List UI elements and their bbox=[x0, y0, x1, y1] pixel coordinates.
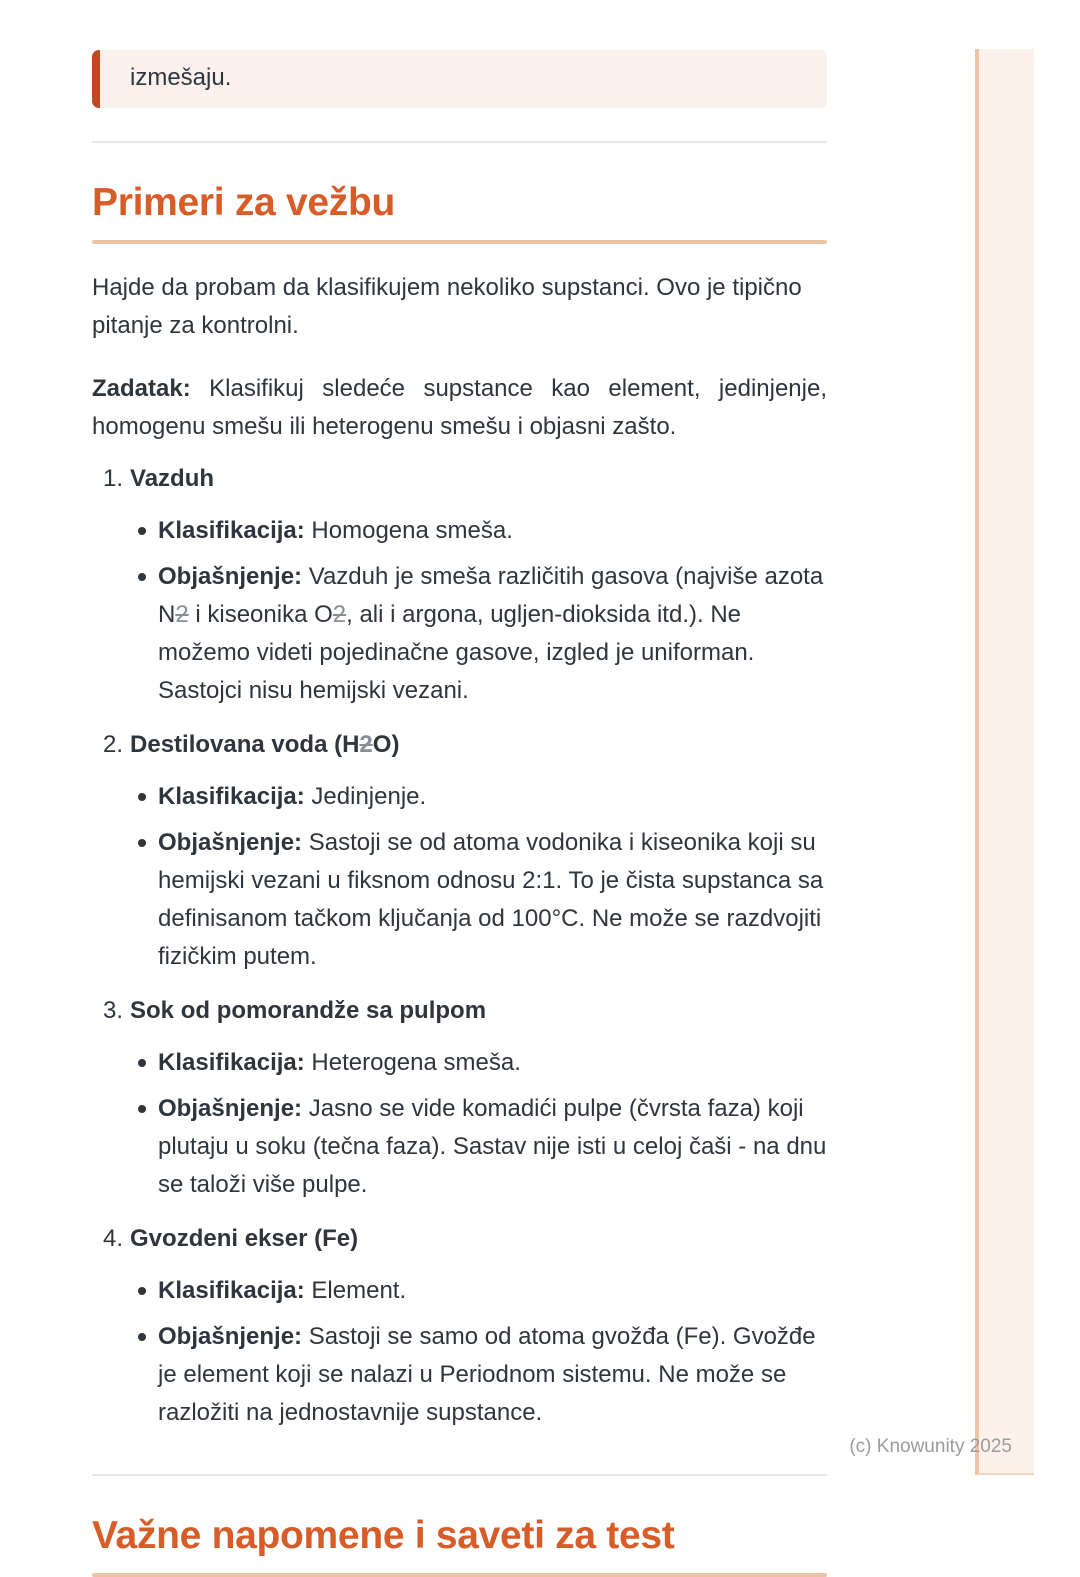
intro-paragraph: Hajde da probam da klasifikujem nekoliko supstanci. Ovo je tipično pitanje za kontrolni. bbox=[92, 274, 802, 339]
substance-list bbox=[92, 460, 827, 1432]
explanation-label: Objašnjenje: bbox=[158, 1323, 303, 1350]
list-item bbox=[92, 726, 827, 976]
item-details bbox=[92, 778, 827, 976]
item-title: Sok od pomorandže sa pulpom bbox=[130, 997, 487, 1024]
subscript-digit: 2 bbox=[175, 601, 189, 628]
task-text: Klasifikuj sledeće supstance kao element, jedinjenje, homogenu smešu ili heterogenu smešu i objasni zašto. bbox=[92, 375, 828, 440]
document-content bbox=[92, 0, 827, 1577]
classification-row bbox=[92, 512, 827, 550]
explanation-label: Objašnjenje: bbox=[158, 1095, 303, 1122]
explanation-text: Sastoji se od atoma vodonika i kiseonika koji su hemijski vezani u fiksnom odnosu 2:1. To je čista supstanca sa definisanom tačkom ključanja od 100°C. Ne može se razdvojiti fizičkim putem. bbox=[158, 829, 824, 970]
item-title: Gvozdeni ekser (Fe) bbox=[130, 1225, 359, 1252]
classification-value: Jedinjenje. bbox=[311, 783, 427, 810]
classification-label: Klasifikacija: bbox=[158, 1277, 305, 1304]
subscript-digit: 2 bbox=[332, 601, 347, 628]
item-details bbox=[92, 1272, 827, 1432]
classification-label: Klasifikacija: bbox=[158, 1049, 305, 1076]
explanation-text: Jasno se vide komadići pulpe (čvrsta faza) koji plutaju u soku (tečna faza). Sastav nije isti u celoj čaši - na dnu se taloži više pulpe. bbox=[158, 1095, 827, 1198]
explanation-row bbox=[92, 1090, 827, 1204]
section-divider bbox=[92, 1474, 827, 1476]
item-title-row bbox=[92, 460, 827, 498]
explanation-label: Objašnjenje: bbox=[158, 563, 303, 590]
item-number: 2. bbox=[103, 731, 124, 758]
classification-value: Heterogena smeša. bbox=[311, 1049, 521, 1076]
heading-underline bbox=[92, 240, 827, 244]
explanation-row bbox=[92, 1318, 827, 1432]
classification-row bbox=[92, 1044, 827, 1082]
item-title: Destilovana voda (H2O) bbox=[130, 731, 400, 758]
explanation-text: Vazduh je smeša različitih gasova (najviše azota N2 i kiseonika O2, ali i argona, ugljen-dioksida itd.). Ne možemo videti pojedinačne gasove, izgled je uniforman. Sastojci nisu hemijski vezani. bbox=[158, 563, 824, 704]
list-item bbox=[92, 992, 827, 1204]
explanation-text: Sastoji se samo od atoma gvožđa (Fe). Gvožđe je element koji se nalazi u Periodnom sistemu. Ne može se razložiti na jednostavnije supstance. bbox=[158, 1323, 816, 1426]
classification-label: Klasifikacija: bbox=[158, 517, 305, 544]
item-number: 4. bbox=[103, 1225, 124, 1252]
item-details bbox=[92, 512, 827, 710]
item-title-row bbox=[92, 1220, 827, 1258]
item-title-row bbox=[92, 992, 827, 1030]
subscript-digit: 2 bbox=[359, 731, 373, 758]
classification-label: Klasifikacija: bbox=[158, 783, 305, 810]
classification-value: Element. bbox=[311, 1277, 407, 1304]
item-number: 1. bbox=[103, 465, 124, 492]
callout-box bbox=[92, 50, 827, 108]
item-title-row bbox=[92, 726, 827, 764]
item-number: 3. bbox=[103, 997, 124, 1024]
classification-row bbox=[92, 1272, 827, 1310]
task-label: Zadatak: bbox=[92, 375, 191, 402]
explanation-label: Objašnjenje: bbox=[158, 829, 303, 856]
explanation-row bbox=[92, 824, 827, 976]
explanation-row bbox=[92, 558, 827, 710]
task-paragraph bbox=[92, 370, 827, 446]
item-details bbox=[92, 1044, 827, 1204]
section-divider bbox=[92, 141, 827, 143]
classification-value: Homogena smeša. bbox=[311, 517, 513, 544]
right-margin-bar bbox=[975, 49, 1034, 1475]
copyright-footer: (c) Knowunity 2025 bbox=[849, 1436, 1012, 1457]
section-heading-practice: Primeri za vežbu bbox=[92, 181, 395, 224]
item-title: Vazduh bbox=[130, 465, 215, 492]
classification-row bbox=[92, 778, 827, 816]
callout-text: izmešaju. bbox=[130, 64, 232, 91]
list-item bbox=[92, 1220, 827, 1432]
section-heading-notes: Važne napomene i saveti za test bbox=[92, 1514, 675, 1557]
list-item bbox=[92, 460, 827, 710]
heading-underline bbox=[92, 1573, 827, 1577]
